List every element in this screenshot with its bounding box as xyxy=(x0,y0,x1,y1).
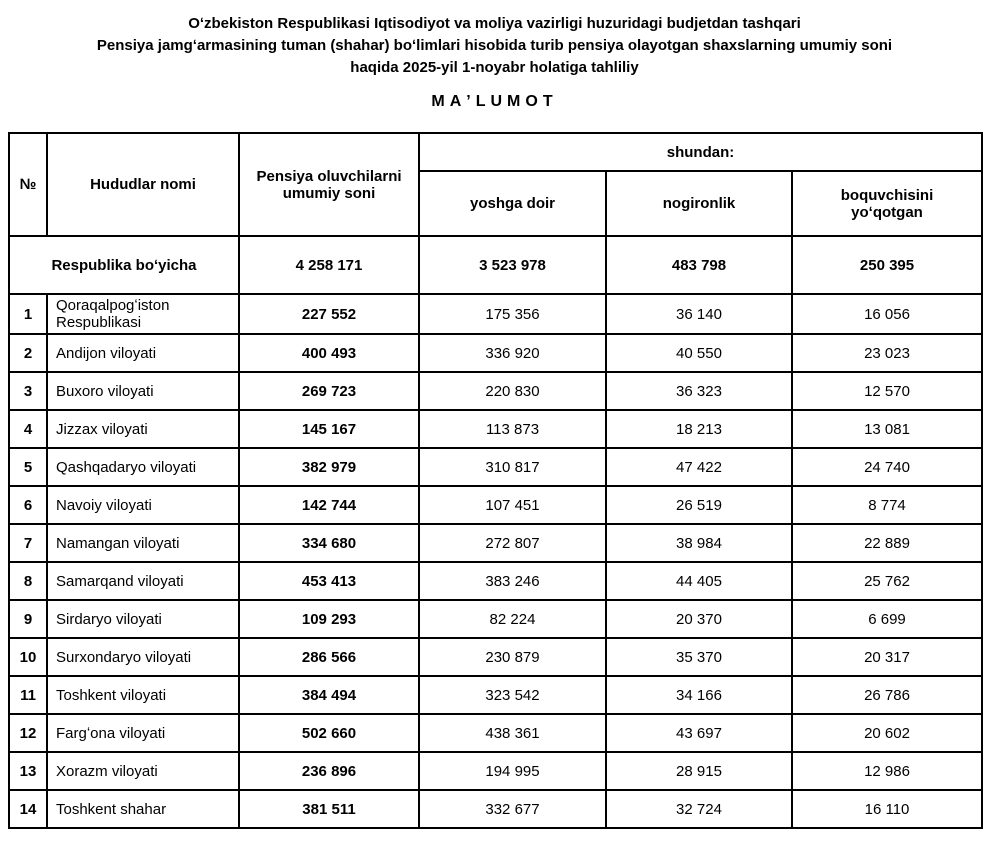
total-pensioners-cell: 400 493 xyxy=(239,334,419,372)
header-region-name: Hududlar nomi xyxy=(47,133,239,236)
total-pensioners-cell: 286 566 xyxy=(239,638,419,676)
row-number-cell: 13 xyxy=(9,752,47,790)
summary-total-cell: 4 258 171 xyxy=(239,236,419,294)
age-based-cell: 175 356 xyxy=(419,294,606,334)
total-pensioners-cell: 382 979 xyxy=(239,448,419,486)
table-row xyxy=(9,294,982,334)
row-number-cell: 2 xyxy=(9,334,47,372)
region-name-cell: Toshkent viloyati xyxy=(47,676,239,714)
age-based-cell: 194 995 xyxy=(419,752,606,790)
row-number-cell: 6 xyxy=(9,486,47,524)
region-name-cell: Qashqadaryo viloyati xyxy=(47,448,239,486)
breadwinner-lost-cell: 16 056 xyxy=(792,294,982,334)
breadwinner-lost-cell: 22 889 xyxy=(792,524,982,562)
breadwinner-lost-cell: 12 570 xyxy=(792,372,982,410)
table-row xyxy=(9,486,982,524)
total-pensioners-cell: 227 552 xyxy=(239,294,419,334)
region-name-cell: Surxondaryo viloyati xyxy=(47,638,239,676)
title-line-1: Oʻzbekiston Respublikasi Iqtisodiyot va moliya vazirligi huzuridagi budjetdan tashqari xyxy=(188,15,801,32)
summary-label: Respublika boʻyicha xyxy=(9,236,239,294)
breadwinner-lost-cell: 8 774 xyxy=(792,486,982,524)
breadwinner-lost-cell: 13 081 xyxy=(792,410,982,448)
summary-row xyxy=(9,236,982,294)
row-number-cell: 9 xyxy=(9,600,47,638)
row-number-cell: 11 xyxy=(9,676,47,714)
total-pensioners-cell: 142 744 xyxy=(239,486,419,524)
row-number-cell: 5 xyxy=(9,448,47,486)
disability-cell: 43 697 xyxy=(606,714,792,752)
total-pensioners-cell: 109 293 xyxy=(239,600,419,638)
breadwinner-lost-cell: 20 317 xyxy=(792,638,982,676)
disability-cell: 36 140 xyxy=(606,294,792,334)
document-subtitle: MAʼLUMOT xyxy=(431,93,558,110)
title-line-3: haqida 2025-yil 1-noyabr holatiga tahliliy xyxy=(350,59,639,76)
disability-cell: 20 370 xyxy=(606,600,792,638)
region-name-cell: Sirdaryo viloyati xyxy=(47,600,239,638)
age-based-cell: 332 677 xyxy=(419,790,606,828)
age-based-cell: 438 361 xyxy=(419,714,606,752)
row-number-cell: 4 xyxy=(9,410,47,448)
title-line-2: Pensiya jamgʻarmasining tuman (shahar) boʻlimlari hisobida turib pensiya olayotgan shaxslarning umumiy soni xyxy=(96,37,893,54)
disability-cell: 34 166 xyxy=(606,676,792,714)
header-shundan: shundan: xyxy=(419,133,982,171)
age-based-cell: 113 873 xyxy=(419,410,606,448)
summary-age-cell: 3 523 978 xyxy=(419,236,606,294)
region-name-cell: Samarqand viloyati xyxy=(47,562,239,600)
row-number-cell: 3 xyxy=(9,372,47,410)
region-name-cell: Xorazm viloyati xyxy=(47,752,239,790)
table-row xyxy=(9,714,982,752)
table-row xyxy=(9,524,982,562)
age-based-cell: 323 542 xyxy=(419,676,606,714)
age-based-cell: 383 246 xyxy=(419,562,606,600)
total-pensioners-cell: 453 413 xyxy=(239,562,419,600)
region-name-cell: Andijon viloyati xyxy=(47,334,239,372)
table-row xyxy=(9,448,982,486)
table-row xyxy=(9,334,982,372)
total-pensioners-cell: 269 723 xyxy=(239,372,419,410)
age-based-cell: 310 817 xyxy=(419,448,606,486)
disability-cell: 36 323 xyxy=(606,372,792,410)
row-number-cell: 7 xyxy=(9,524,47,562)
row-number-cell: 10 xyxy=(9,638,47,676)
region-name-cell: Namangan viloyati xyxy=(47,524,239,562)
breadwinner-lost-cell: 25 762 xyxy=(792,562,982,600)
breadwinner-lost-cell: 12 986 xyxy=(792,752,982,790)
total-pensioners-cell: 502 660 xyxy=(239,714,419,752)
disability-cell: 28 915 xyxy=(606,752,792,790)
total-pensioners-cell: 236 896 xyxy=(239,752,419,790)
region-name-cell: Qoraqalpogʻiston Respublikasi xyxy=(47,294,239,334)
disability-cell: 26 519 xyxy=(606,486,792,524)
disability-cell: 32 724 xyxy=(606,790,792,828)
table-row xyxy=(9,676,982,714)
summary-breadwinner-cell: 250 395 xyxy=(792,236,982,294)
region-name-cell: Fargʻona viloyati xyxy=(47,714,239,752)
row-number-cell: 1 xyxy=(9,294,47,334)
breadwinner-lost-cell: 24 740 xyxy=(792,448,982,486)
table-row xyxy=(9,562,982,600)
disability-cell: 18 213 xyxy=(606,410,792,448)
row-number-cell: 8 xyxy=(9,562,47,600)
row-number-cell: 12 xyxy=(9,714,47,752)
table-row xyxy=(9,600,982,638)
table-row xyxy=(9,790,982,828)
pension-statistics-table xyxy=(8,132,983,829)
table-row xyxy=(9,638,982,676)
breadwinner-lost-cell: 20 602 xyxy=(792,714,982,752)
disability-cell: 47 422 xyxy=(606,448,792,486)
age-based-cell: 220 830 xyxy=(419,372,606,410)
total-pensioners-cell: 381 511 xyxy=(239,790,419,828)
age-based-cell: 272 807 xyxy=(419,524,606,562)
region-name-cell: Buxoro viloyati xyxy=(47,372,239,410)
breadwinner-lost-cell: 23 023 xyxy=(792,334,982,372)
region-name-cell: Toshkent shahar xyxy=(47,790,239,828)
header-total-pensioners: Pensiya oluvchilarni umumiy soni xyxy=(239,133,419,236)
age-based-cell: 336 920 xyxy=(419,334,606,372)
breadwinner-lost-cell: 16 110 xyxy=(792,790,982,828)
breadwinner-lost-cell: 26 786 xyxy=(792,676,982,714)
breadwinner-lost-cell: 6 699 xyxy=(792,600,982,638)
disability-cell: 35 370 xyxy=(606,638,792,676)
table-body xyxy=(9,236,982,828)
table-header xyxy=(9,133,982,236)
table-row xyxy=(9,410,982,448)
region-name-cell: Jizzax viloyati xyxy=(47,410,239,448)
total-pensioners-cell: 384 494 xyxy=(239,676,419,714)
disability-cell: 38 984 xyxy=(606,524,792,562)
header-breadwinner-lost: boquvchisini yoʻqotgan xyxy=(792,171,982,236)
header-age-based: yoshga doir xyxy=(419,171,606,236)
disability-cell: 44 405 xyxy=(606,562,792,600)
age-based-cell: 230 879 xyxy=(419,638,606,676)
total-pensioners-cell: 334 680 xyxy=(239,524,419,562)
total-pensioners-cell: 145 167 xyxy=(239,410,419,448)
age-based-cell: 82 224 xyxy=(419,600,606,638)
header-disability: nogironlik xyxy=(606,171,792,236)
row-number-cell: 14 xyxy=(9,790,47,828)
summary-disability-cell: 483 798 xyxy=(606,236,792,294)
header-number: № xyxy=(9,133,47,236)
age-based-cell: 107 451 xyxy=(419,486,606,524)
region-name-cell: Navoiy viloyati xyxy=(47,486,239,524)
disability-cell: 40 550 xyxy=(606,334,792,372)
table-row xyxy=(9,752,982,790)
table-row xyxy=(9,372,982,410)
document-title xyxy=(0,13,989,111)
